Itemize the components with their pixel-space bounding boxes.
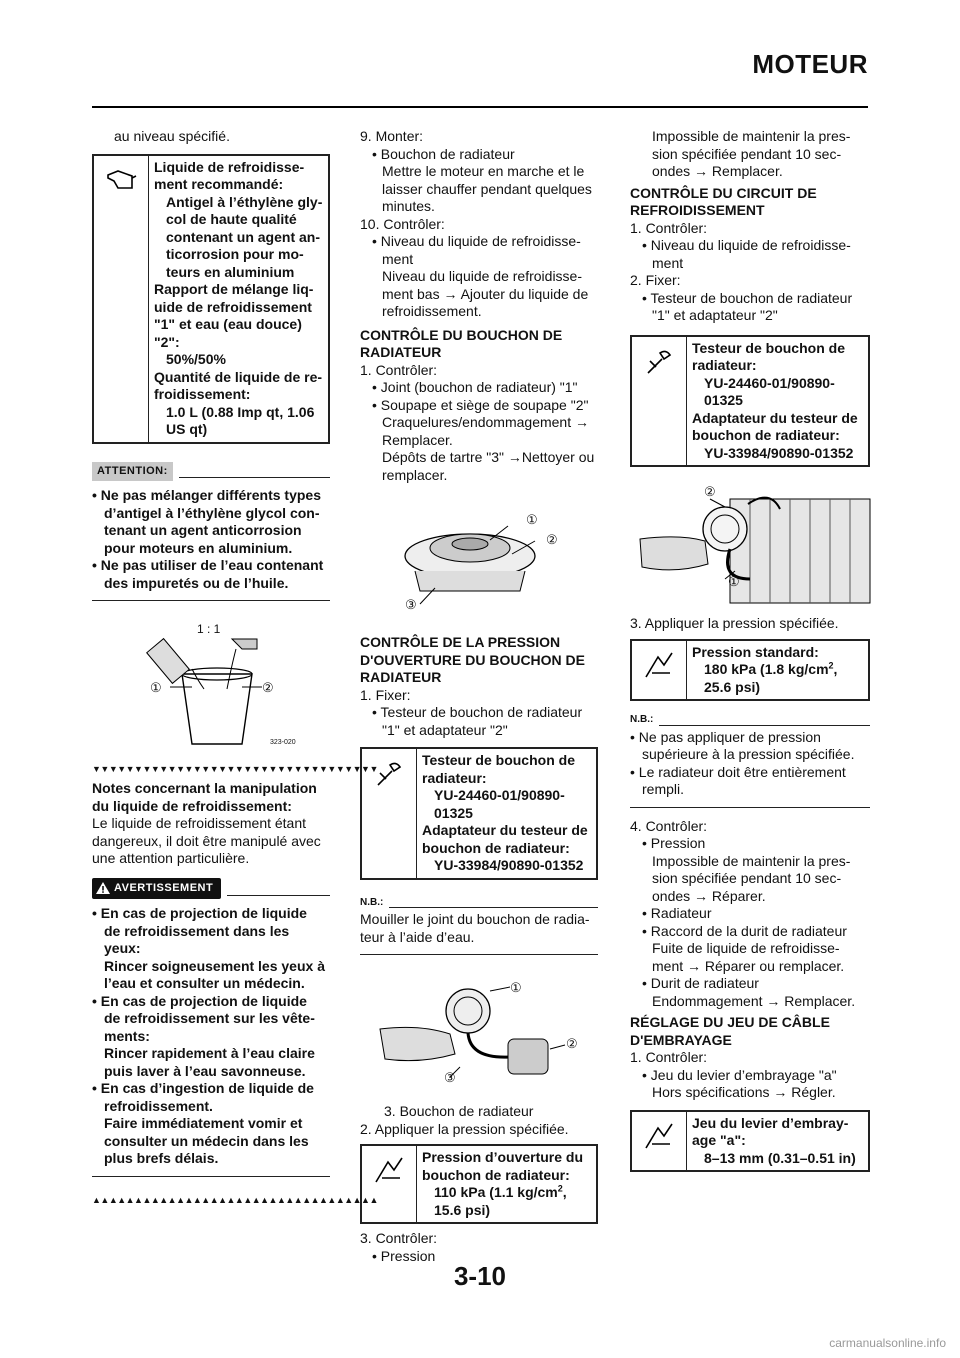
- section-title: RADIATEUR: [360, 669, 442, 685]
- callout-2: ②: [262, 680, 274, 695]
- spec-label: bouchon de radiateur:: [422, 1166, 570, 1183]
- spec-label: froidissement:: [154, 386, 251, 402]
- attention-item: d’antigel à l’éthylène glycol con-: [104, 504, 320, 521]
- section-title: CONTRÔLE DE LA PRESSION: [360, 634, 561, 650]
- callout-2: ②: [566, 1036, 578, 1051]
- section-title: RADIATEUR: [360, 344, 442, 360]
- step-text: • Niveau du liquide de refroidisse-: [372, 233, 581, 249]
- notes-text: dangereux, il doit être manipulé avec: [92, 832, 321, 849]
- spec-value: 50%/50%: [166, 351, 226, 367]
- callout-3: ③: [444, 1070, 456, 1085]
- step-text: Impossible de maintenir la pres-: [652, 852, 851, 869]
- step-text: ondes → Réparer.: [652, 887, 766, 904]
- step-text: • Pression: [642, 835, 706, 851]
- coolant-mix-figure: [92, 619, 330, 754]
- nb-header: [360, 894, 598, 912]
- warning-item: l’eau et consulter un médecin.: [104, 975, 305, 991]
- step-text: Impossible de maintenir la pres-: [652, 128, 851, 144]
- step-text: ment bas → Ajouter du liquide de: [382, 285, 589, 302]
- step-text: ment: [652, 254, 684, 271]
- radiator-cap-icon: [360, 496, 598, 626]
- step-text: Fuite de liquide de refroidisse-: [652, 940, 840, 956]
- callout-3: ③: [405, 597, 417, 612]
- standard-pressure-spec-box: [630, 639, 870, 702]
- step-text: Dépôts de tartre "3" →Nettoyer ou: [382, 449, 595, 465]
- spec-value: 01325: [434, 804, 473, 821]
- column-2: [360, 128, 598, 1265]
- clutch-play-content: [687, 1112, 868, 1171]
- cap-tester-figure: [360, 979, 598, 1091]
- step-text: 9. Monter:: [360, 128, 424, 144]
- spec-value: [692, 661, 863, 679]
- warning-item: • En cas de projection de liquide: [92, 992, 307, 1009]
- step-text: Endommagement → Remplacer.: [652, 992, 856, 1009]
- gauge-tool-icon: [362, 1146, 417, 1222]
- warning-item: de refroidissement sur les vête-: [104, 1010, 315, 1026]
- spec-value: contenant un agent an-: [166, 228, 320, 245]
- step-text: 10. Contrôler:: [360, 215, 445, 232]
- step-text: 2. Appliquer la pression spécifiée.: [360, 1120, 569, 1137]
- section-title: REFROIDISSEMENT: [630, 202, 765, 218]
- spec-value: 25.6 psi): [704, 678, 761, 695]
- spec-label: "2":: [154, 333, 180, 350]
- nb-text: rempli.: [642, 781, 685, 797]
- spec-label: age "a":: [692, 1132, 746, 1148]
- radiator-test-figure: [630, 479, 870, 603]
- spec-value: Antigel à l’éthylène gly-: [166, 193, 323, 210]
- attention-item: • Ne pas utiliser de l’eau contenant: [92, 557, 324, 573]
- wrench-tool-icon: [632, 337, 687, 466]
- spec-label: radiateur:: [422, 769, 487, 786]
- step-text: 1. Fixer:: [360, 686, 411, 703]
- step-text: ment: [382, 250, 414, 267]
- spec-label: Adaptateur du testeur de: [422, 822, 588, 838]
- warning-label: AVERTISSEMENT: [114, 881, 214, 894]
- radiator-test-icon: [630, 479, 870, 603]
- step-text: laisser chauffer pendant quelques: [382, 180, 592, 197]
- spec-value-end: ,: [562, 1184, 567, 1200]
- section-title: D'EMBRAYAGE: [630, 1031, 732, 1048]
- step-text: • Soupape et siège de soupape "2": [372, 396, 589, 413]
- step-text: 1. Contrôler:: [360, 361, 438, 378]
- gauge-tool-icon: [632, 641, 687, 700]
- nb-rule: [659, 725, 870, 726]
- warning-end-rule: [92, 1176, 330, 1177]
- tester-spec-box: [630, 335, 870, 468]
- step-text: • Joint (bouchon de radiateur) "1": [372, 379, 578, 395]
- warning-item: yeux:: [104, 940, 141, 956]
- warning-list: [92, 905, 330, 1168]
- warning-item: refroidissement.: [104, 1097, 213, 1114]
- warning-item: puis laver à l’eau savonneuse.: [104, 1062, 306, 1079]
- spec-label: Adaptateur du testeur de: [692, 409, 858, 426]
- spec-label: bouchon de radiateur:: [422, 839, 570, 856]
- step-text: • Bouchon de radiateur: [372, 145, 515, 162]
- coolant-spec-box: [92, 154, 330, 444]
- tester-spec-content: [417, 749, 596, 878]
- step-text: sion spécifiée pendant 10 sec-: [652, 145, 842, 162]
- warning-item: Rincer rapidement à l’eau claire: [104, 1045, 315, 1061]
- section-title: CONTRÔLE DU BOUCHON DE: [360, 326, 563, 343]
- spec-value: 8–13 mm (0.31–0.51 in): [704, 1149, 856, 1166]
- callout-2: ②: [704, 484, 716, 499]
- step-text: 3. Contrôler:: [360, 1230, 438, 1246]
- opening-pressure-spec-box: [360, 1144, 598, 1224]
- spec-value-sup: 2: [828, 660, 834, 671]
- step-text: 1. Contrôler:: [630, 1049, 708, 1065]
- step-text: • Niveau du liquide de refroidisse-: [642, 237, 851, 253]
- step-text: Mettre le moteur en marche et le: [382, 163, 585, 179]
- warning-item: • En cas d’ingestion de liquide de: [92, 1080, 314, 1096]
- spec-label: Pression standard:: [692, 643, 819, 660]
- nb-end-rule: [630, 807, 870, 808]
- wrench-tool-icon: [362, 749, 417, 878]
- spec-value-text: 110 kPa (1.1 kg/cm: [434, 1184, 558, 1200]
- figure-code: 323-020: [270, 739, 296, 746]
- spec-label: radiateur:: [692, 357, 757, 373]
- spec-label: Testeur de bouchon de: [692, 339, 845, 356]
- spec-label: Liquide de refroidisse-: [154, 158, 305, 175]
- notes-text: Le liquide de refroidissement étant: [92, 815, 307, 831]
- column-3: [630, 128, 870, 1176]
- nb-text: • Ne pas appliquer de pression: [630, 728, 821, 745]
- attention-item: tenant un agent anticorrosion: [104, 522, 302, 538]
- mix-ratio-label: 1 : 1: [197, 622, 221, 636]
- step-text: "1" et adaptateur "2": [652, 307, 778, 323]
- nb-tag: N.B.:: [630, 714, 654, 725]
- warning-tag: [92, 878, 221, 900]
- step-text: • Testeur de bouchon de radiateur: [372, 704, 583, 720]
- step-text: remplacer.: [382, 466, 448, 483]
- page-header-title: MOTEUR: [752, 49, 868, 79]
- spec-value: teurs en aluminium: [166, 263, 295, 280]
- attention-list: [92, 487, 330, 592]
- spec-value-sup: 2: [557, 1183, 563, 1194]
- page-number: 3-10: [453, 1261, 507, 1291]
- figure-caption: 3. Bouchon de radiateur: [384, 1103, 534, 1119]
- radiator-cap-figure: [360, 496, 598, 626]
- oil-can-icon: [94, 156, 149, 442]
- step-text: • Pression: [372, 1247, 436, 1264]
- standard-pressure-content: [687, 641, 868, 700]
- nb-text: • Le radiateur doit être entièrement: [630, 763, 846, 780]
- callout-2: ②: [546, 532, 558, 547]
- step-text: refroidissement.: [382, 303, 482, 319]
- warning-item: de refroidissement dans les: [104, 922, 290, 939]
- attention-end-rule: [92, 600, 330, 601]
- nb-tag: N.B.:: [360, 896, 384, 908]
- spec-value-text: 180 kPa (1.8 kg/cm: [704, 661, 829, 677]
- spec-value: YU-33984/90890-01352: [704, 444, 854, 461]
- nb-text: supérieure à la pression spécifiée.: [642, 746, 855, 762]
- clutch-play-spec-box: [630, 1110, 870, 1173]
- section-title: CONTRÔLE DU CIRCUIT DE: [630, 184, 817, 201]
- callout-1: ①: [728, 574, 740, 589]
- footer-watermark: carmanualsonline.info: [829, 1335, 946, 1350]
- intro-text: au niveau spécifié.: [114, 128, 230, 144]
- step-text: • Jeu du levier d’embrayage "a": [642, 1066, 837, 1083]
- step-text: sion spécifiée pendant 10 sec-: [652, 870, 842, 886]
- spec-value: col de haute qualité: [166, 211, 297, 227]
- step-text: ment → Réparer ou remplacer.: [652, 957, 845, 974]
- section-title: D'OUVERTURE DU BOUCHON DE: [360, 651, 586, 668]
- spec-value: [422, 1184, 591, 1202]
- warning-header: [92, 878, 330, 900]
- warning-end-marker: ▲▲▲▲▲▲▲▲▲▲▲▲▲▲▲▲▲▲▲▲▲▲▲▲▲▲▲▲▲▲▲▲▲▲: [92, 1194, 378, 1205]
- step-text: • Raccord de la durit de radiateur: [642, 922, 847, 939]
- spec-label: "1" et eau (eau douce): [154, 316, 302, 332]
- step-text: 4. Contrôler:: [630, 817, 708, 834]
- notes-title: Notes concernant la manipulation: [92, 780, 317, 796]
- spec-label: Jeu du levier d’embray-: [692, 1114, 849, 1131]
- spec-value-end: ,: [833, 661, 838, 677]
- nb-text: teur à l’aide d’eau.: [360, 928, 475, 945]
- spec-value: 1.0 L (0.88 Imp qt, 1.06: [166, 403, 315, 420]
- attention-rule: [179, 477, 330, 478]
- spec-label: Testeur de bouchon de: [422, 752, 575, 768]
- step-text: Hors spécifications → Régler.: [652, 1084, 836, 1100]
- opening-pressure-content: [417, 1146, 596, 1222]
- attention-item: pour moteurs en aluminium.: [104, 539, 293, 556]
- step-text: minutes.: [382, 198, 435, 214]
- warning-triangle-icon: [96, 882, 110, 894]
- tester-spec-box: [360, 747, 598, 880]
- tester-spec-content: [687, 337, 868, 466]
- step-text: "1" et adaptateur "2": [382, 721, 508, 738]
- attention-header: [92, 462, 330, 482]
- step-text: ondes → Remplacer.: [652, 163, 783, 179]
- warning-item: • En cas de projection de liquide: [92, 905, 307, 921]
- callout-1: ①: [526, 512, 538, 527]
- step-text: • Radiateur: [642, 905, 712, 921]
- warning-item: Rincer soigneusement les yeux à: [104, 957, 325, 974]
- notes-text: une attention particulière.: [92, 850, 250, 866]
- spec-label: uide de refroidissement: [154, 298, 312, 315]
- nb-text: Mouiller le joint du bouchon de radia-: [360, 911, 590, 927]
- step-text: 1. Contrôler:: [630, 219, 708, 236]
- warning-item: consulter un médecin dans les: [104, 1132, 309, 1149]
- spec-label: bouchon de radiateur:: [692, 427, 840, 443]
- notes-title: du liquide de refroidissement:: [92, 797, 292, 814]
- spec-label: ment recommandé:: [154, 176, 284, 192]
- callout-1: ①: [150, 680, 162, 695]
- section-title: RÉGLAGE DU JEU DE CÂBLE: [630, 1014, 830, 1030]
- step-text: 3. Appliquer la pression spécifiée.: [630, 615, 839, 631]
- spec-value: YU-24460-01/90890-: [704, 374, 835, 391]
- spec-value: US qt): [166, 421, 208, 437]
- spec-value: YU-33984/90890-01352: [434, 857, 584, 873]
- step-text: • Testeur de bouchon de radiateur: [642, 289, 853, 306]
- warning-rule: [227, 895, 330, 896]
- cap-tester-icon: [360, 979, 598, 1091]
- warning-item: Faire immédiatement vomir et: [104, 1115, 303, 1131]
- attention-tag: ATTENTION:: [92, 462, 173, 482]
- spec-value: 15.6 psi): [434, 1201, 491, 1218]
- coolant-spec-content: [149, 156, 328, 442]
- spec-value: ticorrosion pour mo-: [166, 246, 304, 262]
- nb-header: [630, 711, 870, 729]
- warning-start-marker: ▼▼▼▼▼▼▼▼▼▼▼▼▼▼▼▼▼▼▼▼▼▼▼▼▼▼▼▼▼▼▼▼▼▼: [92, 764, 378, 774]
- nb-rule: [389, 907, 598, 908]
- spec-label: Rapport de mélange liq-: [154, 281, 314, 297]
- step-text: Remplacer.: [382, 431, 453, 448]
- step-text: 2. Fixer:: [630, 272, 681, 288]
- callout-1: ①: [510, 980, 522, 995]
- spec-value: YU-24460-01/90890-: [434, 787, 565, 803]
- attention-item: • Ne pas mélanger différents types: [92, 487, 321, 503]
- step-text: • Durit de radiateur: [642, 975, 759, 991]
- step-text: Craquelures/endommagement →: [382, 414, 589, 430]
- spec-label: Pression d’ouverture du: [422, 1149, 584, 1165]
- spec-label: Quantité de liquide de re-: [154, 368, 323, 385]
- nb-end-rule: [360, 954, 598, 955]
- gauge-tool-icon: [632, 1112, 687, 1171]
- attention-item: des impuretés ou de l’huile.: [104, 574, 289, 591]
- header-rule: [92, 106, 868, 108]
- step-text: Niveau du liquide de refroidisse-: [382, 268, 582, 284]
- spec-value: 01325: [704, 392, 743, 408]
- warning-item: ments:: [104, 1027, 150, 1044]
- warning-item: plus brefs délais.: [104, 1150, 219, 1166]
